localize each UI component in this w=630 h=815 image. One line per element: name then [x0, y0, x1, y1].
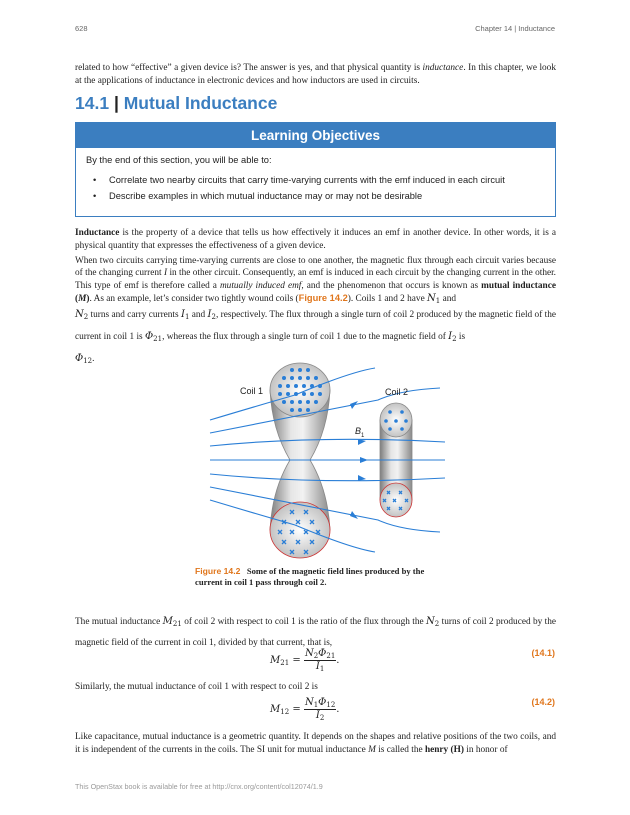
mutual-inductance-paragraph: When two circuits carrying time-varying currents are close to one another, the magnetic flux through each circuit varies because of the changing current I in the other circuit. Consequently, an emf is induced in each circuit by the changing current in the other. This type of emf is therefore called a mutually induced emf, and the phenomenon that occurs is known as mutual inductance (M). As an example, let’s consider two tightly wound coils (Figure 14.2). Coils 1 and 2 have $N_1$ and [75, 256, 556, 306]
inductance-definition: Inductance is the property of a device that tells us how effectively it induces an emf in another device. In other words, it is a physical quantity that expresses the effectiveness of a given device. [75, 228, 556, 251]
equation-14-2: $M_{12}$ = $\frac{N_1\Phi_{12}}{I_2}$ . [270, 697, 340, 722]
objective-item: • Correlate two nearby circuits that carry time-varying currents with the emf induced in each circuit [86, 175, 506, 187]
footer-note: This OpenStax book is available for free at http://cnx.org/content/col12074/1.9 [75, 782, 323, 791]
intro-paragraph: related to how “effective” a given device is? The answer is yes, and that physical quantity is inductance. In this chapter, we look at the applications of inductance in electronic devices and how inductors are used in circuits. [75, 63, 556, 86]
equation-number-14-1: (14.1) [531, 648, 555, 658]
mutual-inductance-ratio-paragraph: The mutual inductance $M_{21}$ of coil 2 with respect to coil 1 is the ratio of the flux through the $N_2$ turns of coil 2 produced by the magnetic field of the current in coil 1, divided by that current, that is, [75, 616, 556, 648]
learning-objectives-title: Learning Objectives [76, 123, 555, 148]
figure-caption: Figure 14.2 Some of the magnetic field lines produced by the current in coil 1 pass through coil 2. [195, 566, 425, 587]
section-title: 14.1 | Mutual Inductance [75, 93, 278, 113]
coil-2-label: Coil 2 [385, 387, 409, 397]
mutual-inductance-paragraph-cont: $N_2$ turns and carry currents $I_1$ and $I_2$, respectively. The flux through a single turn of coil 2 produced by the magnetic field of the current in coil 1 is $\Phi_{21}$, whereas the flux through a single turn of coil 1 due to the magnetic field of $I_2$ is $\Phi_{12}$. [75, 309, 556, 365]
field-label: $B_1$ [355, 426, 365, 439]
coil-field-figure [200, 360, 460, 570]
learning-objectives-intro: By the end of this section, you will be able to: [86, 155, 272, 165]
equation-14-1: $M_{21}$ = $\frac{N_2\Phi_{21}}{I_1}$ . [270, 648, 340, 673]
coil-1-label: Coil 1 [240, 386, 264, 396]
similarly-paragraph: Similarly, the mutual inductance of coil 1 with respect to coil 2 is [75, 682, 318, 692]
page-number: 628 [75, 24, 88, 33]
henry-paragraph: Like capacitance, mutual inductance is a geometric quantity. It depends on the shapes and relative positions of the two coils, and it is independent of the currents in the coils. The SI unit for mutual inductance M is called the henry (H) in honor of [75, 732, 556, 755]
equation-number-14-2: (14.2) [531, 697, 555, 707]
figure-reference-link[interactable]: Figure 14.2 [298, 293, 348, 304]
chapter-header: Chapter 14 | Inductance [475, 24, 555, 33]
objective-item: • Describe examples in which mutual inductance may or may not be desirable [86, 191, 506, 203]
learning-objectives-box [75, 122, 556, 217]
